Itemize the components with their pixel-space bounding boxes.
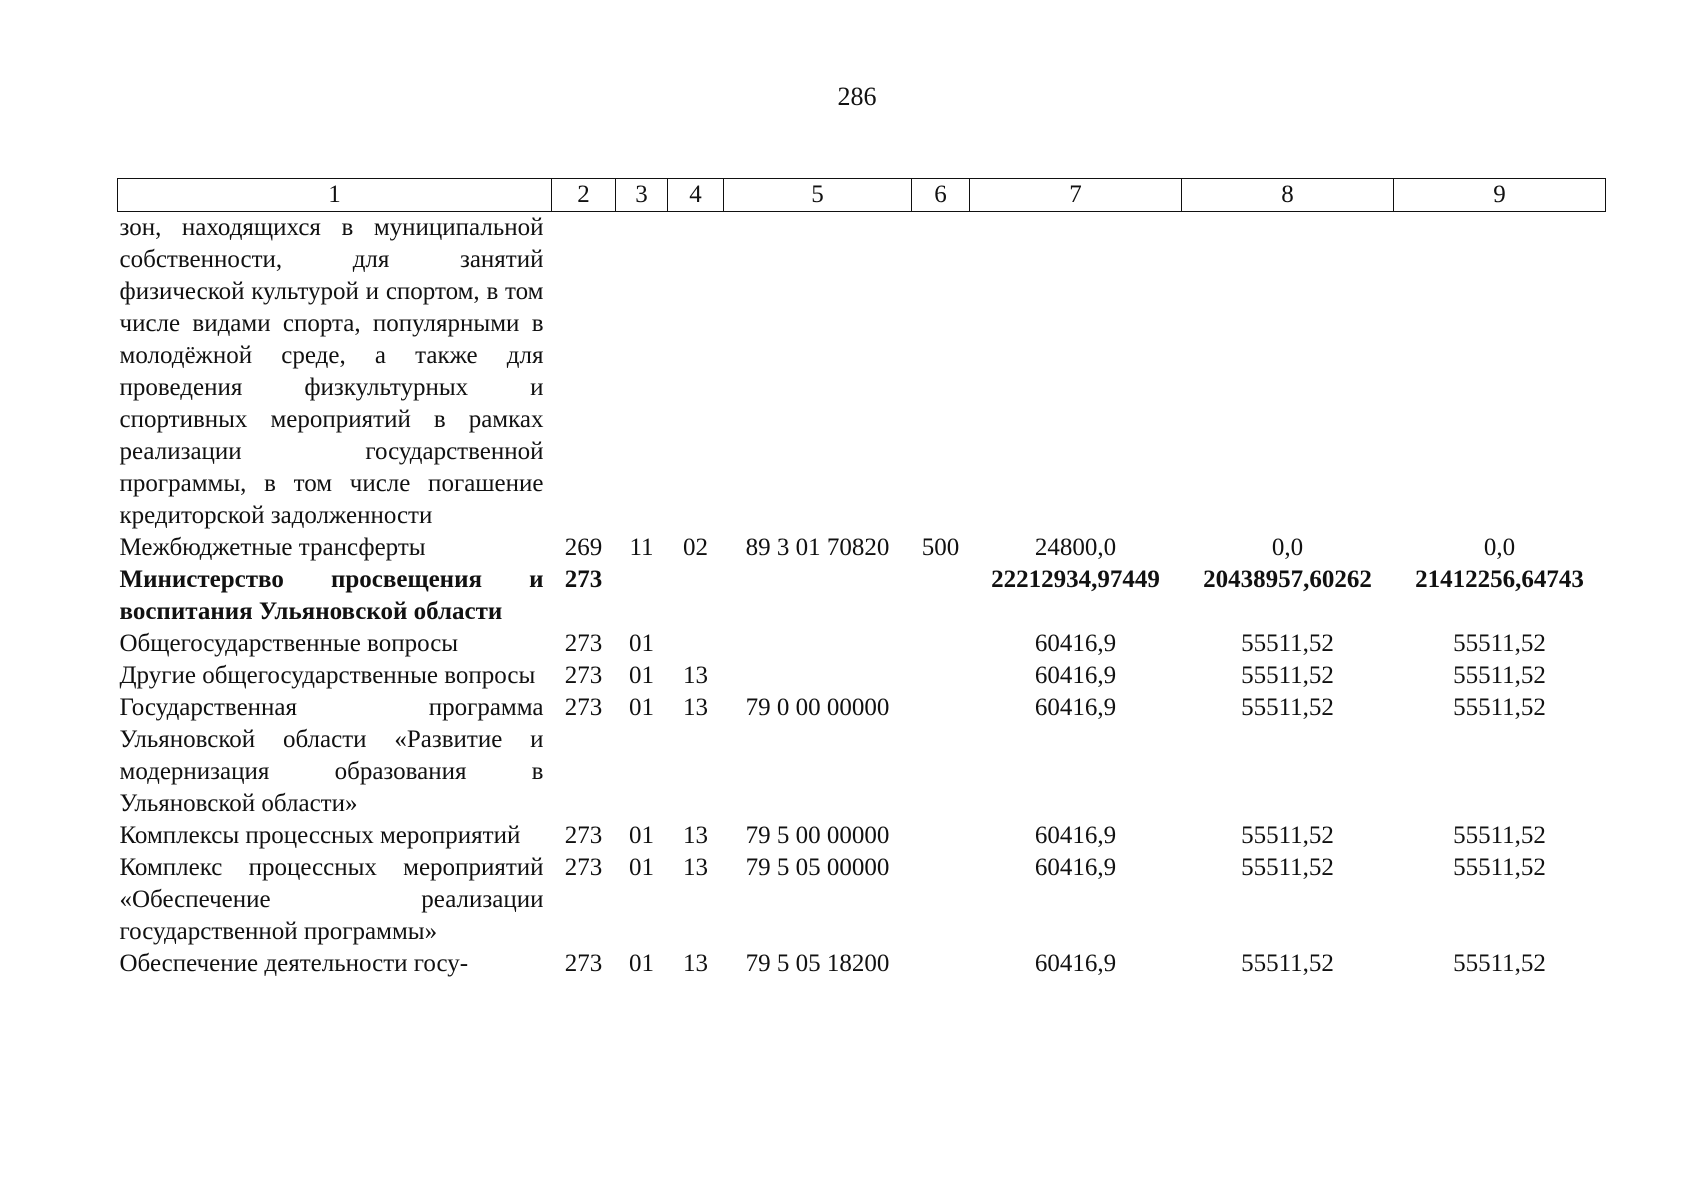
- row-name: Комплексы процессных мероприятий: [119, 822, 521, 849]
- column-header-9: 9: [1394, 179, 1606, 212]
- budget-table: [117, 178, 1606, 980]
- row-amount-8: 55511,52: [1241, 662, 1334, 689]
- column-header-2: 2: [552, 179, 616, 212]
- row-amount-7: 60416,9: [1034, 950, 1117, 977]
- row-amount-8: 0,0: [1271, 534, 1304, 561]
- table-row: [118, 692, 1606, 820]
- row-code-ministry: 273: [564, 662, 603, 689]
- row-amount-9: 21412256,64743: [1415, 566, 1584, 593]
- row-amount-9: 55511,52: [1453, 854, 1546, 881]
- table-row: [118, 564, 1606, 628]
- row-code-expense-type: [912, 852, 970, 948]
- row-code-ministry: [552, 212, 616, 533]
- column-number-header-row: [118, 179, 1606, 212]
- row-code-target: [724, 212, 912, 533]
- row-amount-7: 22212934,97449: [991, 566, 1160, 593]
- row-code-expense-type: [912, 692, 970, 820]
- row-code-target: [724, 628, 912, 660]
- row-code-section: 11: [629, 534, 654, 561]
- column-header-3: 3: [616, 179, 668, 212]
- row-code-section: 01: [629, 854, 654, 881]
- row-code-target: [724, 660, 912, 692]
- row-code-target: 79 5 05 00000: [745, 854, 890, 881]
- row-code-ministry: 273: [564, 566, 603, 593]
- row-code-subsection: 13: [683, 950, 708, 977]
- row-name: Межбюджетные трансферты: [119, 534, 426, 561]
- column-header-6: 6: [912, 179, 970, 212]
- row-code-section: 01: [629, 822, 654, 849]
- column-header-1: 1: [118, 179, 552, 212]
- row-amount-7: 60416,9: [1034, 822, 1117, 849]
- column-header-7: 7: [970, 179, 1182, 212]
- column-header-4: 4: [668, 179, 724, 212]
- table-row: [118, 660, 1606, 692]
- row-code-ministry: 273: [564, 854, 603, 881]
- row-code-expense-type: [912, 660, 970, 692]
- row-code-expense-type: [912, 212, 970, 533]
- row-code-ministry: 273: [564, 950, 603, 977]
- row-code-subsection: [668, 628, 724, 660]
- row-code-ministry: 273: [564, 630, 603, 657]
- row-code-target: [724, 564, 912, 628]
- row-code-expense-type: [912, 948, 970, 980]
- row-amount-9: 55511,52: [1453, 950, 1546, 977]
- row-code-subsection: [668, 564, 724, 628]
- row-name: Комплекс процессных мероприятий «Обеспечение реализации государственной программы»: [119, 854, 544, 945]
- table-row: [118, 852, 1606, 948]
- row-code-subsection: 02: [683, 534, 708, 561]
- row-code-subsection: 13: [683, 694, 708, 721]
- row-name: Другие общегосударственные вопросы: [119, 662, 536, 689]
- row-code-section: 01: [629, 630, 654, 657]
- row-code-subsection: 13: [683, 662, 708, 689]
- row-code-expense-type: [912, 820, 970, 852]
- row-code-target: 79 5 00 00000: [745, 822, 890, 849]
- row-amount-7: 60416,9: [1034, 662, 1117, 689]
- row-code-subsection: [668, 212, 724, 533]
- row-amount-8: [1182, 212, 1394, 533]
- row-amount-9: 55511,52: [1453, 662, 1546, 689]
- row-code-section: 01: [629, 662, 654, 689]
- row-code-section: 01: [629, 694, 654, 721]
- row-code-target: 79 0 00 00000: [745, 694, 890, 721]
- column-header-5: 5: [724, 179, 912, 212]
- row-amount-9: 55511,52: [1453, 694, 1546, 721]
- row-name: Обеспечение деятельности госу-: [119, 950, 469, 977]
- row-code-target: 89 3 01 70820: [745, 534, 890, 561]
- row-amount-8: 55511,52: [1241, 854, 1334, 881]
- row-code-expense-type: [912, 628, 970, 660]
- table-row: [118, 212, 1606, 533]
- row-code-expense-type: 500: [921, 534, 960, 561]
- row-amount-7: [970, 212, 1182, 533]
- row-amount-7: 60416,9: [1034, 630, 1117, 657]
- row-code-subsection: 13: [683, 854, 708, 881]
- row-code-subsection: 13: [683, 822, 708, 849]
- row-amount-8: 55511,52: [1241, 630, 1334, 657]
- column-header-8: 8: [1182, 179, 1394, 212]
- row-name: Общегосударственные вопросы: [119, 630, 459, 657]
- row-code-section: 01: [629, 950, 654, 977]
- row-amount-7: 24800,0: [1034, 534, 1117, 561]
- page-number: 286: [837, 82, 877, 111]
- row-name: зон, находящихся в муниципальной собственности, для занятий физической культурой и спортом, в том числе видами спорта, популярными в молодёжной среде, а также для проведения физкультурных и спортивных мероприятий в рамках реализации государственной программы, в том числе погашение кредиторской задолженности: [119, 214, 544, 529]
- row-amount-7: 60416,9: [1034, 854, 1117, 881]
- table-body: [118, 212, 1606, 981]
- row-code-target: 79 5 05 18200: [745, 950, 890, 977]
- row-amount-8: 55511,52: [1241, 822, 1334, 849]
- row-code-section: [616, 212, 668, 533]
- row-amount-9: [1394, 212, 1606, 533]
- row-amount-9: 0,0: [1483, 534, 1516, 561]
- row-amount-8: 20438957,60262: [1203, 566, 1372, 593]
- row-code-ministry: 269: [564, 534, 603, 561]
- row-code-ministry: 273: [564, 822, 603, 849]
- row-code-section: [616, 564, 668, 628]
- row-name: Министерство просвещения и воспитания Ульяновской области: [119, 566, 544, 625]
- table-row: [118, 820, 1606, 852]
- row-amount-9: 55511,52: [1453, 630, 1546, 657]
- table-row: [118, 628, 1606, 660]
- row-amount-8: 55511,52: [1241, 950, 1334, 977]
- table-row: [118, 948, 1606, 980]
- row-code-ministry: 273: [564, 694, 603, 721]
- row-amount-7: 60416,9: [1034, 694, 1117, 721]
- row-code-expense-type: [912, 564, 970, 628]
- row-amount-9: 55511,52: [1453, 822, 1546, 849]
- row-name: Государственная программа Ульяновской области «Развитие и модернизация образования в Ульяновской области»: [119, 694, 544, 817]
- row-amount-8: 55511,52: [1241, 694, 1334, 721]
- table-row: [118, 532, 1606, 564]
